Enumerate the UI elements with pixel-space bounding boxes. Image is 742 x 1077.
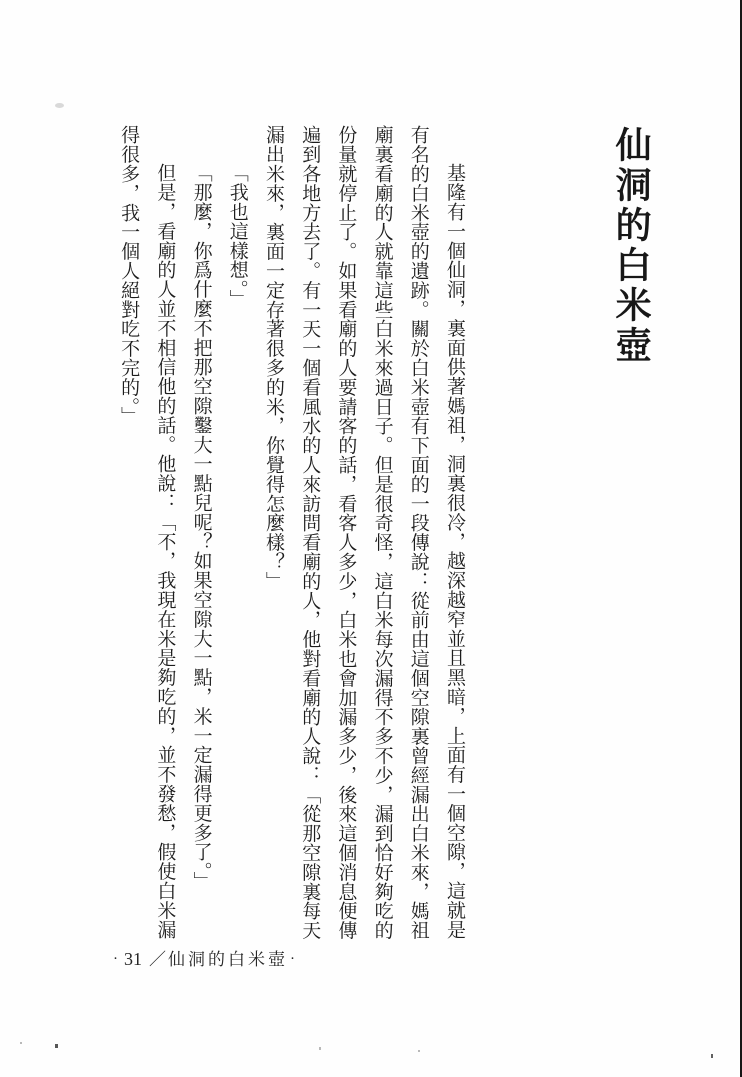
story-body <box>110 125 472 943</box>
page-footer <box>113 945 295 970</box>
footer-left-dot: · <box>113 951 118 967</box>
scan-speck <box>418 1050 420 1052</box>
paragraph-1: 基隆有一個仙洞，裏面供著媽祖，洞裏很冷，越深越窄並且黑暗，上面有一個空隙，這就是有名的白米壺的遺跡。關於白米壺有下面的一段傳說：從前由這個空隙裏曾經漏出白米來，媽祖廟裏看廟的人就靠這些白米來過日子。但是很奇怪，這白米每次漏得不多不少，漏到恰好夠吃的份量就停止了。如果看廟的人要請客的話，看客人多少，白米也會加漏多少，後來這個消息便傳遍到各地方去了。有一天一個看風水的人來訪問看廟的人，他對看廟的人說：「從那空隙裏每天漏出米來，裏面一定存著很多的米，你覺得怎麼樣？」 <box>262 125 465 940</box>
story-title: 仙洞的白米壺 <box>611 126 652 366</box>
scan-speck <box>55 1044 58 1048</box>
paragraph-4: 但是，看廟的人並不相信他的話。他說：「不，我現在米是夠吃的，並不發愁，假使白米漏得很多，我一個人絕對吃不完的。」 <box>118 125 176 939</box>
footer-book-title: 仙洞的白米壺 <box>168 950 288 969</box>
footer-right-dot: · <box>290 951 295 967</box>
page-number: 31 <box>124 949 142 969</box>
scan-speck <box>20 1042 22 1044</box>
footer-separator: ／ <box>149 950 166 969</box>
paragraph-2: 「我也這樣想。」 <box>226 163 248 309</box>
scan-speck <box>319 1047 321 1050</box>
scan-smudge <box>55 103 64 108</box>
paragraph-3: 「那麼，你爲什麼不把那空隙鑿大一點兒呢？如果空隙大一點，米一定漏得更多了。」 <box>190 163 212 891</box>
scan-speck <box>711 1054 713 1058</box>
